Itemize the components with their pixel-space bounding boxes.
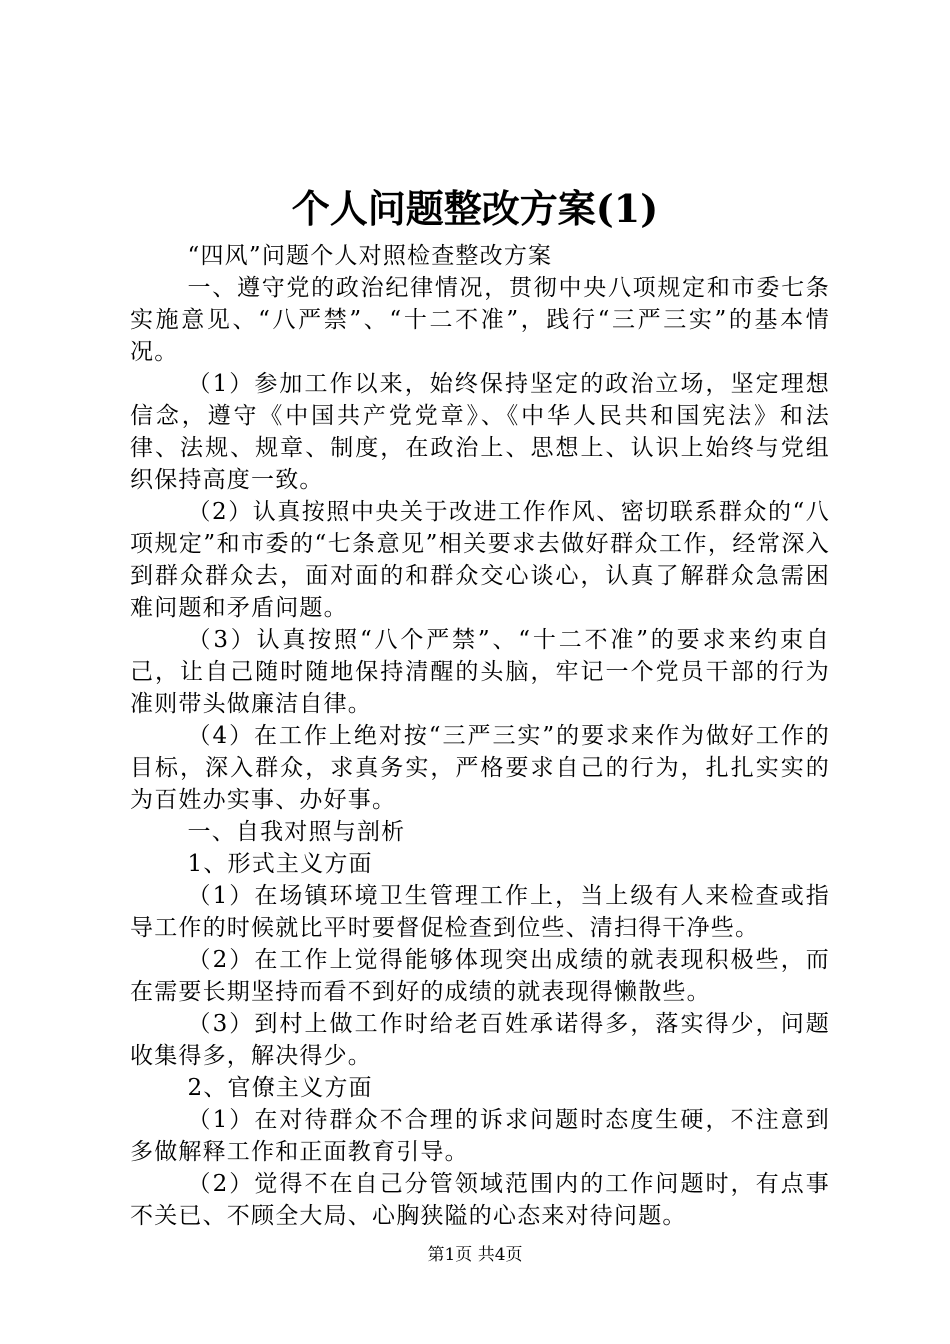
paragraph: （3）认真按照“八个严禁”、“十二不准”的要求来约束自己，让自己随时随地保持清醒的头脑，牢记一个党员干部的行为准则带头做廉洁自律。 — [130, 627, 830, 717]
paragraph: （2）在工作上觉得能够体现突出成绩的就表现积极些，而在需要长期坚持而看不到好的成绩的就表现得懒散些。 — [130, 947, 830, 1005]
document-title: 个人问题整改方案(1) — [291, 186, 659, 231]
subsection-heading: 1、形式主义方面 — [187, 851, 373, 877]
paragraph: 一、遵守党的政治纪律情况，贯彻中央八项规定和市委七条实施意见、“八严禁”、“十二不准”，践行“三严三实”的基本情况。 — [130, 275, 830, 365]
paragraph: “四风”问题个人对照检查整改方案 — [187, 243, 553, 269]
paragraph: （3）到村上做工作时给老百姓承诺得多，落实得少，问题收集得多，解决得少。 — [130, 1011, 830, 1069]
page-footer: 第1页 共4页 — [427, 1245, 523, 1265]
paragraph: （1）参加工作以来，始终保持坚定的政治立场，坚定理想信念，遵守《中国共产党党章》、《中华人民共和国宪法》和法律、法规、规章、制度，在政治上、思想上、认识上始终与党组织保持高度一致。 — [130, 371, 830, 493]
paragraph: （4）在工作上绝对按“三严三实”的要求来作为做好工作的目标，深入群众，求真务实，严格要求自己的行为，扎扎实实的为百姓办实事、办好事。 — [130, 723, 830, 813]
paragraph: （2）认真按照中央关于改进工作作风、密切联系群众的“八项规定”和市委的“七条意见”相关要求去做好群众工作，经常深入到群众群众去，面对面的和群众交心谈心，认真了解群众急需困难问题和矛盾问题。 — [130, 499, 830, 621]
paragraph: （2）觉得不在自己分管领域范围内的工作问题时，有点事不关已、不顾全大局、心胸狭隘的心态来对待问题。 — [130, 1171, 830, 1229]
paragraph: （1）在场镇环境卫生管理工作上，当上级有人来检查或指导工作的时候就比平时要督促检查到位些、清扫得干净些。 — [130, 883, 830, 941]
paragraph: （1）在对待群众不合理的诉求问题时态度生硬，不注意到多做解释工作和正面教育引导。 — [130, 1107, 830, 1165]
subsection-heading: 2、官僚主义方面 — [187, 1075, 373, 1101]
section-heading: 一、自我对照与剖析 — [187, 819, 406, 845]
document-body — [130, 240, 830, 1232]
